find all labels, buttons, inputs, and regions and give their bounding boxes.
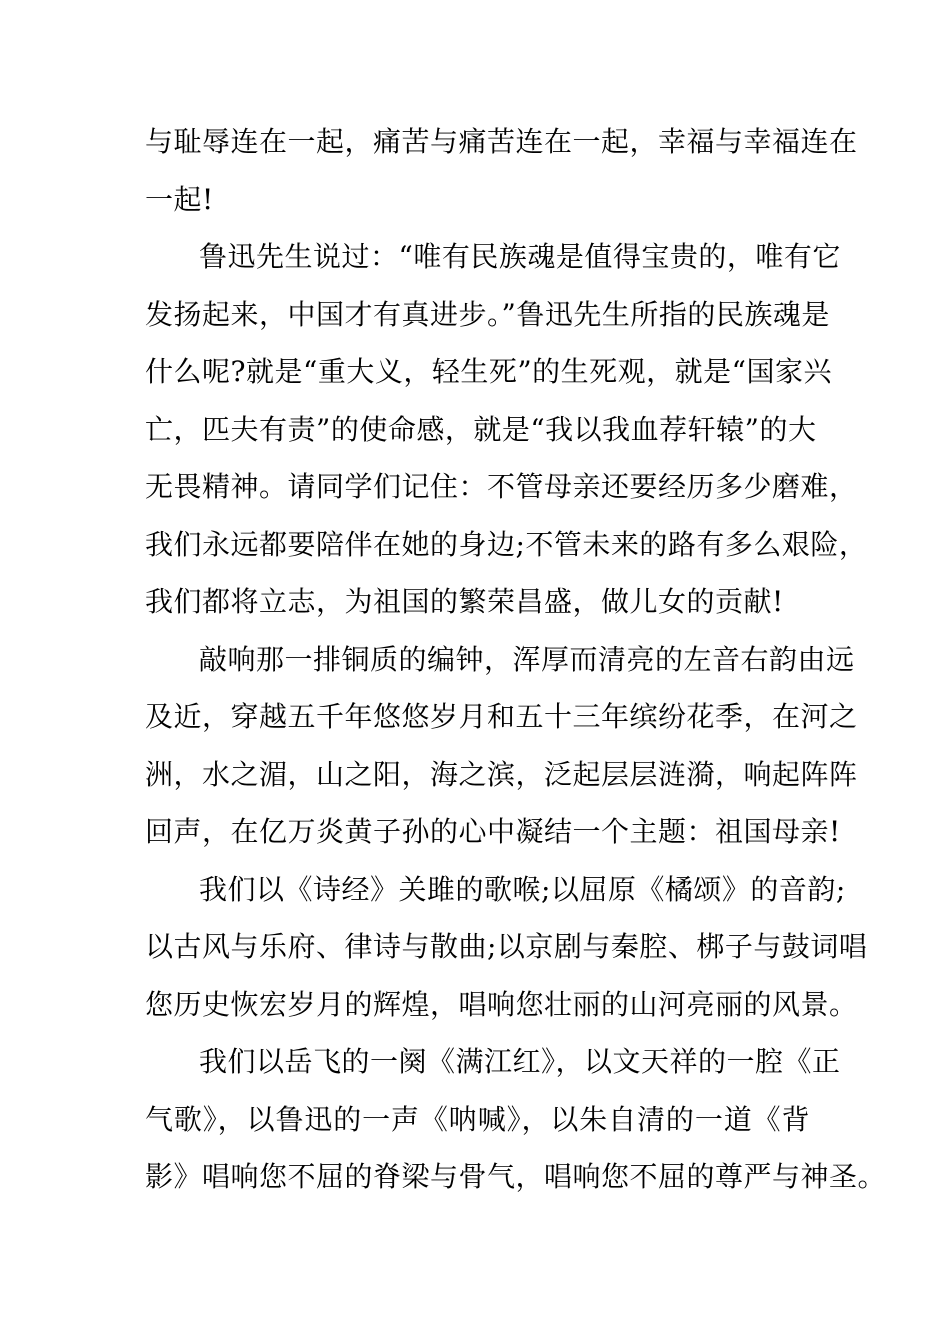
- text-line: 影》唱响您不屈的脊梁与骨气，唱响您不屈的尊严与神圣。: [145, 1160, 887, 1193]
- text-line: 什么呢?就是“重大义，轻生死”的生死观，就是“国家兴: [145, 355, 832, 388]
- text-line: 发扬起来，中国才有真进步。”鲁迅先生所指的民族魂是: [145, 298, 830, 331]
- paragraph-first-line: 鲁迅先生说过：“唯有民族魂是值得宝贵的，唯有它: [199, 240, 841, 273]
- text-line: 以古风与乐府、律诗与散曲;以京剧与秦腔、梆子与鼓词唱: [145, 930, 868, 963]
- text-line: 与耻辱连在一起，痛苦与痛苦连在一起，幸福与幸福连在: [145, 125, 858, 158]
- paragraph-first-line: 敲响那一排铜质的编钟，浑厚而清亮的左音右韵由远: [199, 643, 855, 676]
- text-line: 回声，在亿万炎黄子孙的心中凝结一个主题：祖国母亲!: [145, 815, 841, 848]
- text-line: 我们永远都要陪伴在她的身边;不管未来的路有多么艰险，: [145, 528, 868, 561]
- paragraph-first-line: 我们以《诗经》关雎的歌喉;以屈原《橘颂》的音韵;: [199, 873, 846, 906]
- text-line: 无畏精神。请同学们记住：不管母亲还要经历多少磨难，: [145, 470, 858, 503]
- text-line: 气歌》，以鲁迅的一声《呐喊》，以朱自清的一道《背: [145, 1103, 810, 1136]
- text-line: 及近，穿越五千年悠悠岁月和五十三年缤纷花季，在河之: [145, 700, 858, 733]
- text-line: 一起!: [145, 183, 214, 216]
- text-line: 洲，水之湄，山之阳，海之滨，泛起层层涟漪，响起阵阵: [145, 758, 858, 791]
- text-line: 我们都将立志，为祖国的繁荣昌盛，做儿女的贡献!: [145, 585, 784, 618]
- text-line: 您历史恢宏岁月的辉煌，唱响您壮丽的山河亮丽的风景。: [145, 988, 858, 1021]
- paragraph-first-line: 我们以岳飞的一阕《满江红》，以文天祥的一腔《正: [199, 1045, 841, 1078]
- text-line: 亡，匹夫有责”的使命感，就是“我以我血荐轩辕”的大: [145, 413, 817, 446]
